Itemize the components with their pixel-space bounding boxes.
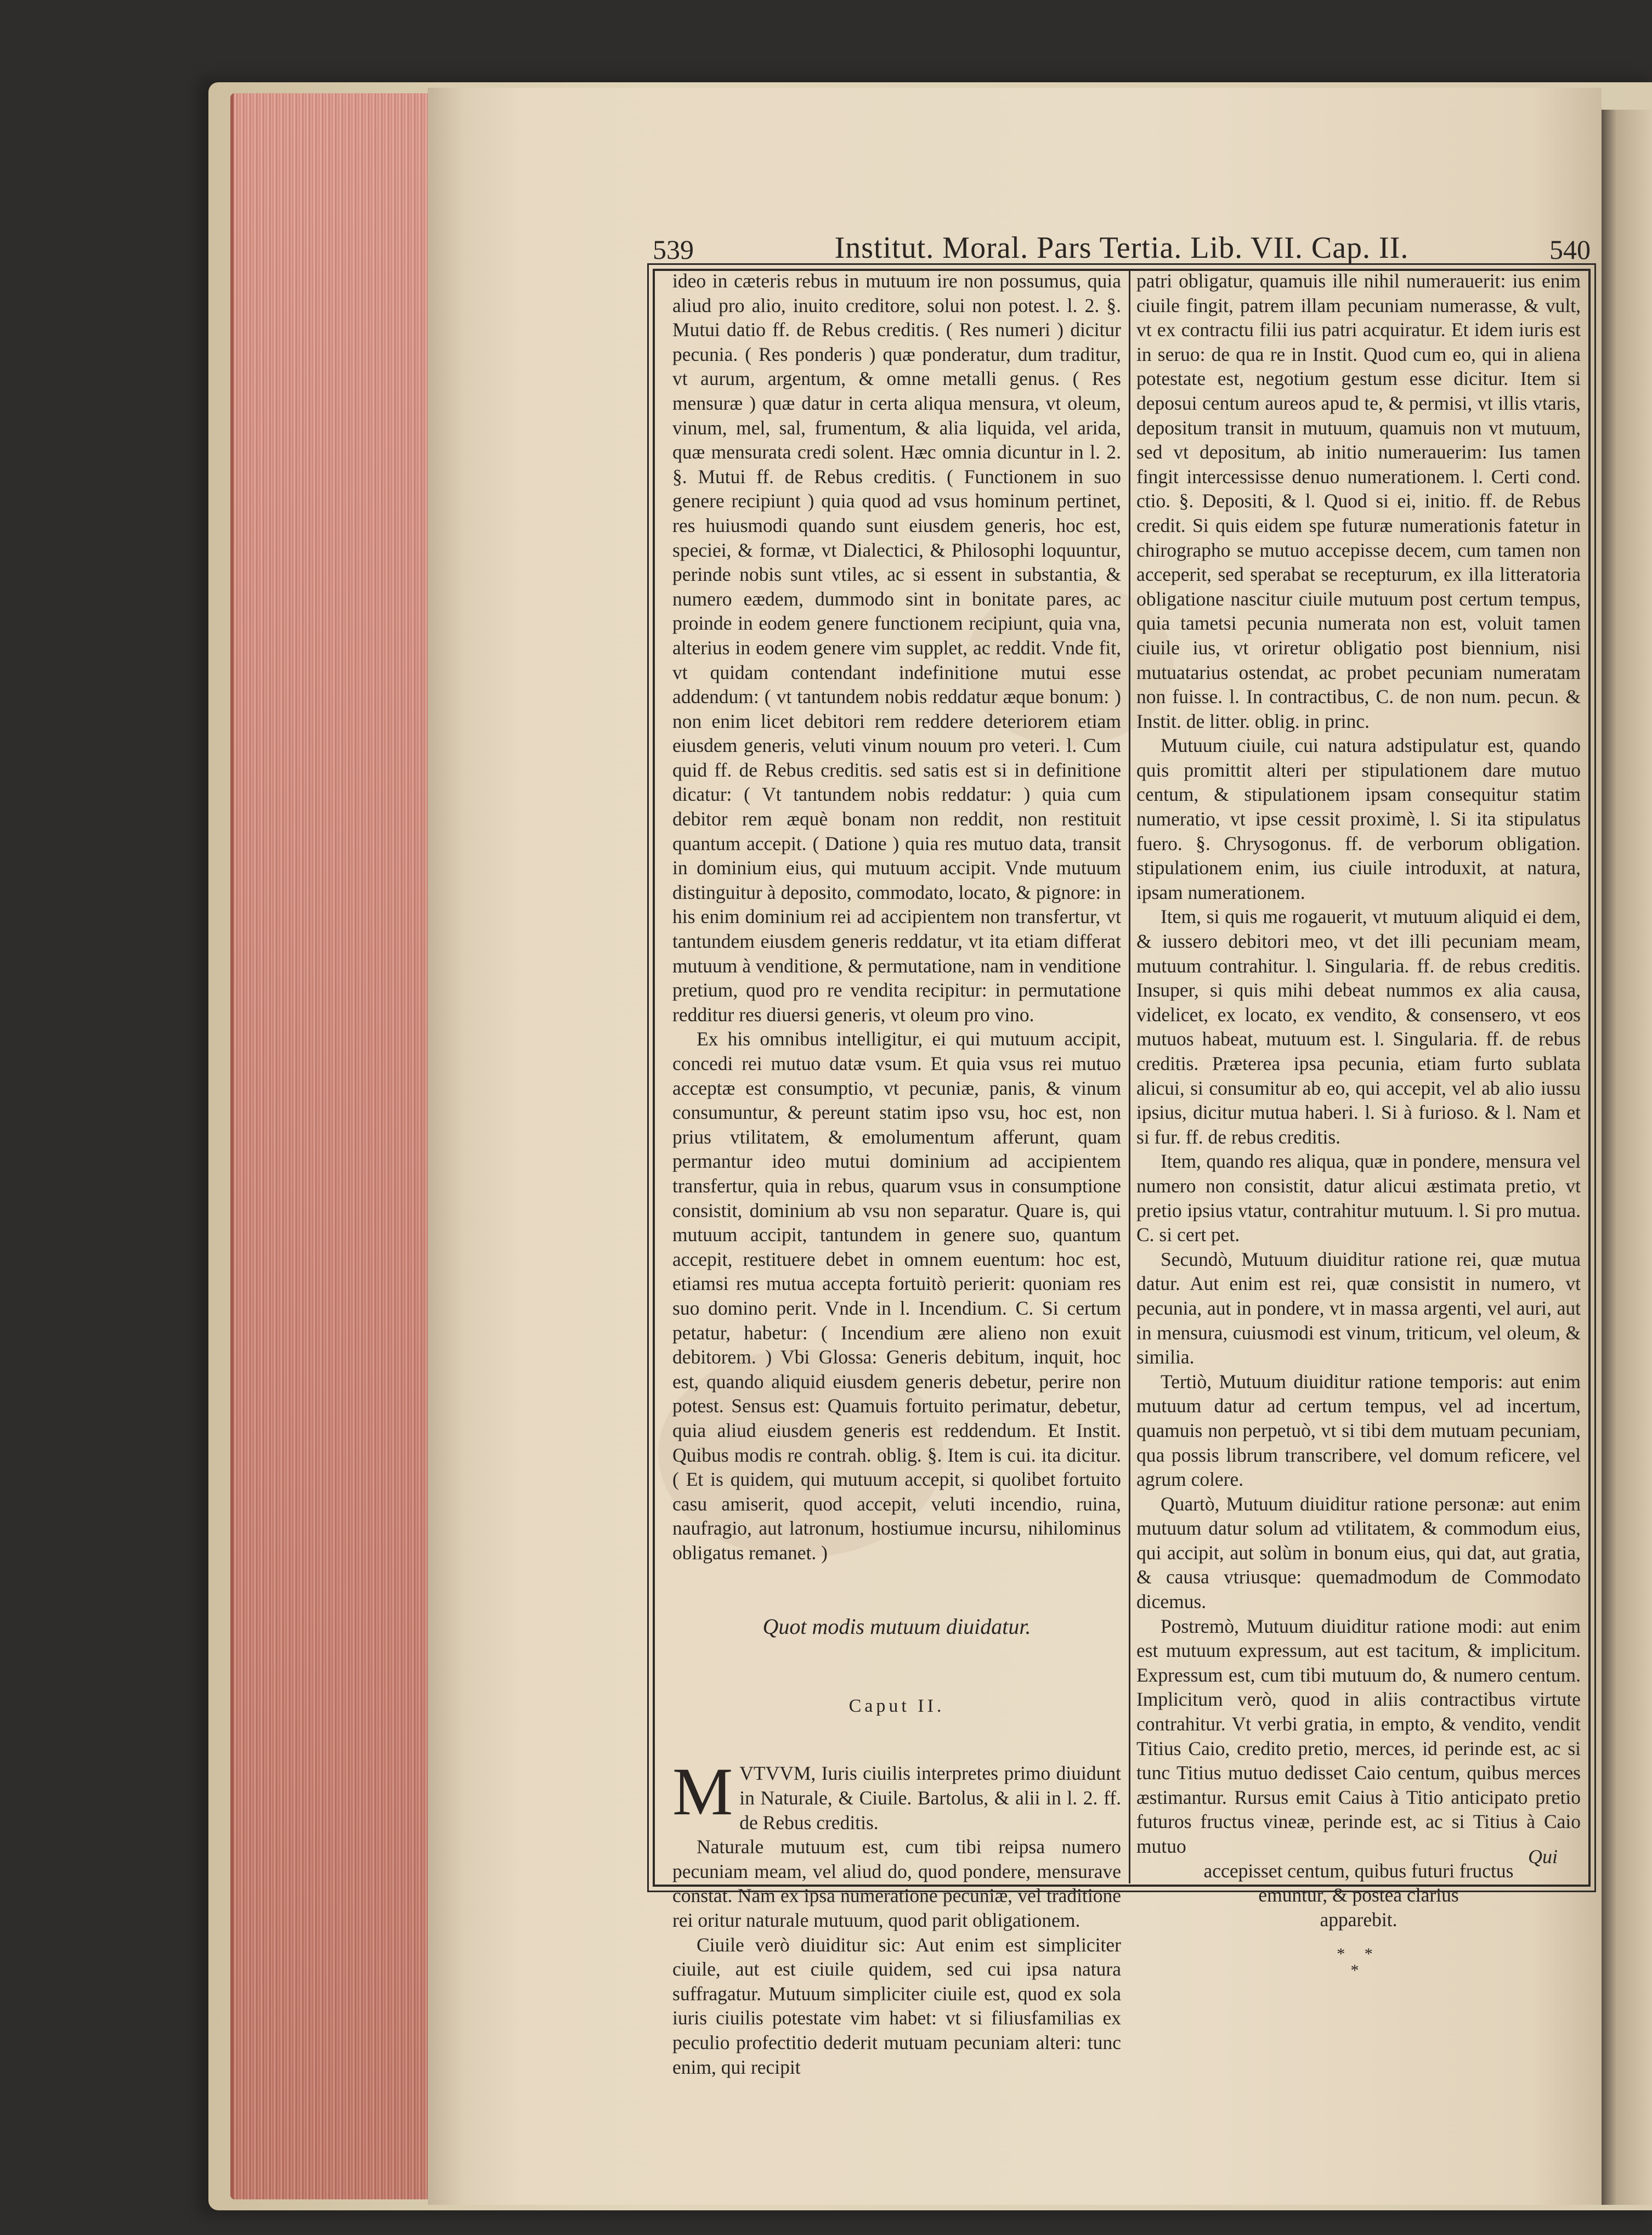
- drop-cap: M: [672, 1754, 733, 1830]
- right-column: [1136, 269, 1581, 1979]
- running-head-title: Institut. Moral. Pars Tertia. Lib. VII. Cap. II.: [834, 231, 1409, 265]
- chapter-title: Quot modis mutuum diuidatur.: [762, 1614, 1031, 1639]
- paragraph: Ciuile verò diuiditur sic: Aut enim est simpliciter ciuile, aut est ciuile quidem, sed cui ipsa natura suffragatur. Mutuum simpliciter ciuile est, quod ex sola iuris ciuilis potestate vim habet: vt si filiusfamilias ex peculio profectitio dederit mutuam pecuniam alteri: tunc enim, qui recipit: [672, 1933, 1121, 2078]
- tail-line: accepisset centum, quibus futuri fructus: [1203, 1859, 1514, 1882]
- asterisks-top: * *: [1337, 1945, 1381, 1964]
- paragraph: Ex his omnibus intelligitur, ei qui mutuum accipit, concedi rei mutuo datæ vsum. Et quia vsus rei mutuo acceptæ est consumptio, vt pecuniæ, panis, & vinum consumuntur, & pereunt statim ipso vsu, hoc est, non prius vtilitatem, & emolumentum afferunt, quam permantur ideo mutui dominium ad accipientem transfertur, quia in rebus, quarum vsus in consumptione consistit, dominium ab vsu non separatur. Quare is, qui mutuum accipit, tantundem in genere suo, quantum accepit, restituere debet in omnem euentum: hoc est, etiamsi res mutua accepta fortuitò perierit: quoniam res suo domino perit. Vnde in l. Incendium. C. Si certum petatur, habetur: ( Incendium ære alieno non exuit debitorem. ) Vbi Glossa: Generis debitum, inquit, hoc est, quando aliquid eiusdem generis debetur, perire non potest. Sensus est: Quamuis fortuito perimatur, debetur, quia aliud eiusdem generis est reddendum. Et Instit. Quibus modis re contrah. oblig. §. Item is cui. ita dicitur. ( Et is quidem, qui mutuum accepit, si quolibet fortuito casu amiserit, quod accepit, veluti incendio, ruina, naufragio, aut latronum, hostiumue incursu, nihilominus obligatus remanet. ): [672, 1028, 1121, 1564]
- column-divider: [1129, 271, 1130, 1883]
- paragraph: Postremò, Mutuum diuiditur ratione modi: aut enim est mutuum expressum, aut est tacitum, & implicitum. Expressum est, cum tibi mutuum do, & numero centum. Implicitum verò, quod in aliis contractibus virtute contrahitur. Vt verbi gratia, in empto, & vendito, vendit Titius Caio, credito pretio, merces, id perinde est, ac si tunc Titius mutuo dedisset Caio centum, quibus merces æstimantur. Rursus emit Caius à Titio anticipato pretio futuros fructus vineæ, perinde est, ac si Titius à Caio mutuo: [1136, 1615, 1581, 1857]
- catchword: Qui: [1528, 1846, 1558, 1868]
- page-number-right: 540: [1549, 234, 1591, 265]
- paragraph: Secundò, Mutuum diuiditur ratione rei, quæ mutua datur. Aut enim est rei, quæ consistit in numero, vt pecunia, aut in pondere, vt in massa argenti, vel auri, aut in mensura, cuiusmodi est vinum, triticum, vel oleum, & similia.: [1136, 1248, 1581, 1368]
- tail-line: emuntur, & postea clarius: [1258, 1884, 1459, 1906]
- paragraph: ideo in cæteris rebus in mutuum ire non possumus, quia aliud pro alio, inuito creditore, solui non potest. l. 2. §. Mutui datio ff. de Rebus creditis. ( Res numeri ) dicitur pecunia. ( Res ponderis ) quæ ponderatur, dum traditur, vt aurum, argentum, & omne metalli genus. ( Res mensuræ ) quæ datur in certa aliqua mensura, vt oleum, vinum, mel, sal, frumentum, & alia liquida, vel arida, quæ mensurata credi solent. Hæc omnia dicuntur in l. 2. §. Mutui ff. de Rebus creditis. ( Functionem in suo genere recipiunt ) quia quod ad vsus hominum pertinet, res huiusmodi quando sunt eiusdem generis, hoc est, speciei, & formæ, vt Dialectici, & Philosophi loquuntur, perinde nobis sunt vtiles, ac si essent in substantia, & numero eædem, dummodo sint in bonitate pares, ac proinde in eodem genere functionem recipiunt, quia vna, alterius in eodem genere vim supplet, ac reddit. Vnde fit, vt quidam contendant indefinitione mutui esse addendum: ( vt tantundem nobis reddatur æque bonum: ) non enim licet debitori rem reddere deteriorem etiam eiusdem generis, veluti vinum nouum pro veteri. l. Cum quid ff. de Rebus creditis. sed satis est si in definitione dicatur: ( Vt tantundem nobis reddatur: ) quia cum debitor rem æquè bonam non reddit, non restituit quantum accepit. ( Datione ) quia res mutuo data, transit in dominium eius, qui mutuum accipit. Vnde mutuum distinguitur à deposito, commodato, locato, & pignore: in his enim dominium rei ad accipientem non transfertur, vt tantundem eiusdem generis reddatur, vt ita etiam differat mutuum à venditione, & permutatione, nam in venditione pretium, quod pro re vendita recipitur: in permutatione redditur res diuersi generis, vt oleum pro vino.: [672, 270, 1121, 1026]
- page-edges: [230, 93, 431, 2199]
- paragraph: Item, quando res aliqua, quæ in pondere, mensura vel numero non consistit, datur alicui æstimata pretio, vt pretio ipsius vtatur, contrahitur mutuum. l. Si pro mutua. C. si cert pet.: [1136, 1150, 1581, 1246]
- asterisks-ornament: [1136, 1946, 1581, 1979]
- paragraph: patri obligatur, quamuis ille nihil numerauerit: ius enim ciuile fingit, patrem illam pecuniam numerasse, & vult, vt ex contractu filii ius patri acquiratur. Et idem iuris est in seruo: de qua re in Instit. Quod cum eo, qui in aliena potestate est, negotium gestum esse dicitur. Item si deposui centum aureos apud te, & permisi, vt illis vtaris, depositum transit in mutuum, quamuis non vt mutuum, sed vt depositum, ab initio numerauerim: Ius tamen fingit intercessisse denuo numerationem. l. Certi cond. ctio. §. Depositi, & l. Quod si ei, initio. ff. de Rebus credit. Si quis eidem spe futuræ numerationis fatetur in chirographo se mutuo accepisse decem, cum tamen non acceperit, sed sperabat se recepturum, ex illa litteratoria obligatione nascitur ciuile mutuum post certum tempus, quia tametsi pecunia numerata non est, voluit tamen ciuile ius, vt oriretur obligatio post biennium, nisi mutuatarius ostendat, ac probet pecuniam numeratam non fuisse. l. In contractibus, C. de non num. pecun. & Instit. de litter. oblig. in princ.: [1136, 270, 1581, 732]
- paragraph: Item, si quis me rogauerit, vt mutuum aliquid ei dem, & iussero debitori meo, vt det illi pecuniam meam, mutuum contrahitur. l. Singularia. ff. de rebus creditis. Insuper, si quis mihi debeat nummos ex alia causa, videlicet, ex locato, ex vendito, & consensero, vt eos mutuos habeat, mutuum est. l. Singularia. ff. de rebus creditis. Præterea ipsa pecunia, etiam furto sublata alicui, si consumitur ab eo, qui accepit, vel ab alio iussu ipsius, dicitur mutua haberi. l. Si à furioso. & l. Nam et si fur. ff. de rebus creditis.: [1136, 906, 1581, 1148]
- facing-page-edge: [1602, 110, 1652, 2205]
- paragraph: Tertiò, Mutuum diuiditur ratione temporis: aut enim mutuum datur ad certum tempus, vel ad incertum, quamuis non perpetuò, vt si tibi dem mutuam pecuniam, qua possis librum transcribere, vel domum reficere, vel agrum colere.: [1136, 1370, 1581, 1491]
- tail-line: apparebit.: [1320, 1908, 1398, 1931]
- paragraph: Quartò, Mutuum diuiditur ratione personæ: aut enim mutuum datur solum ad vtilitatem, & commodum eius, qui accipit, aut solùm in bonum eius, qui dat, aut gratia, & causa vtriusque: quemadmodum de Commodato dicemus.: [1136, 1492, 1581, 1613]
- left-column: [672, 269, 1121, 2079]
- asterisks-bottom: *: [1350, 1961, 1367, 1979]
- page-number-left: 539: [653, 234, 694, 265]
- first-paragraph-text: VTVVM, Iuris ciuilis interpretes primo diuidunt in Naturale, & Ciuile. Bartolus, & alii in l. 2. ff. de Rebus creditis.: [739, 1762, 1121, 1834]
- paragraph: Naturale mutuum est, cum tibi reipsa numero pecuniam meam, vel aliud do, quod pondere, mensurave constat. Nam ex ipsa numeratione pecuniæ, vel traditione rei oritur naturale mutuum, quod parit obligationem.: [672, 1836, 1121, 1932]
- chapter-first-paragraph: [672, 1754, 1121, 1835]
- chapter-heading: Caput II.: [848, 1696, 945, 1717]
- paragraph: Mutuum ciuile, cui natura adstipulatur est, quando quis promittit alteri per stipulationem dare mutuo centum, & stipulationem ipsam consequitur statim numeratio, vt ipse cessit proximè, l. Si ita stipulatus fuero. §. Chrysogonus. ff. de verborum obligation. stipulationem enim, ius ciuile introduxit, at natura, ipsam numerationem.: [1136, 734, 1581, 903]
